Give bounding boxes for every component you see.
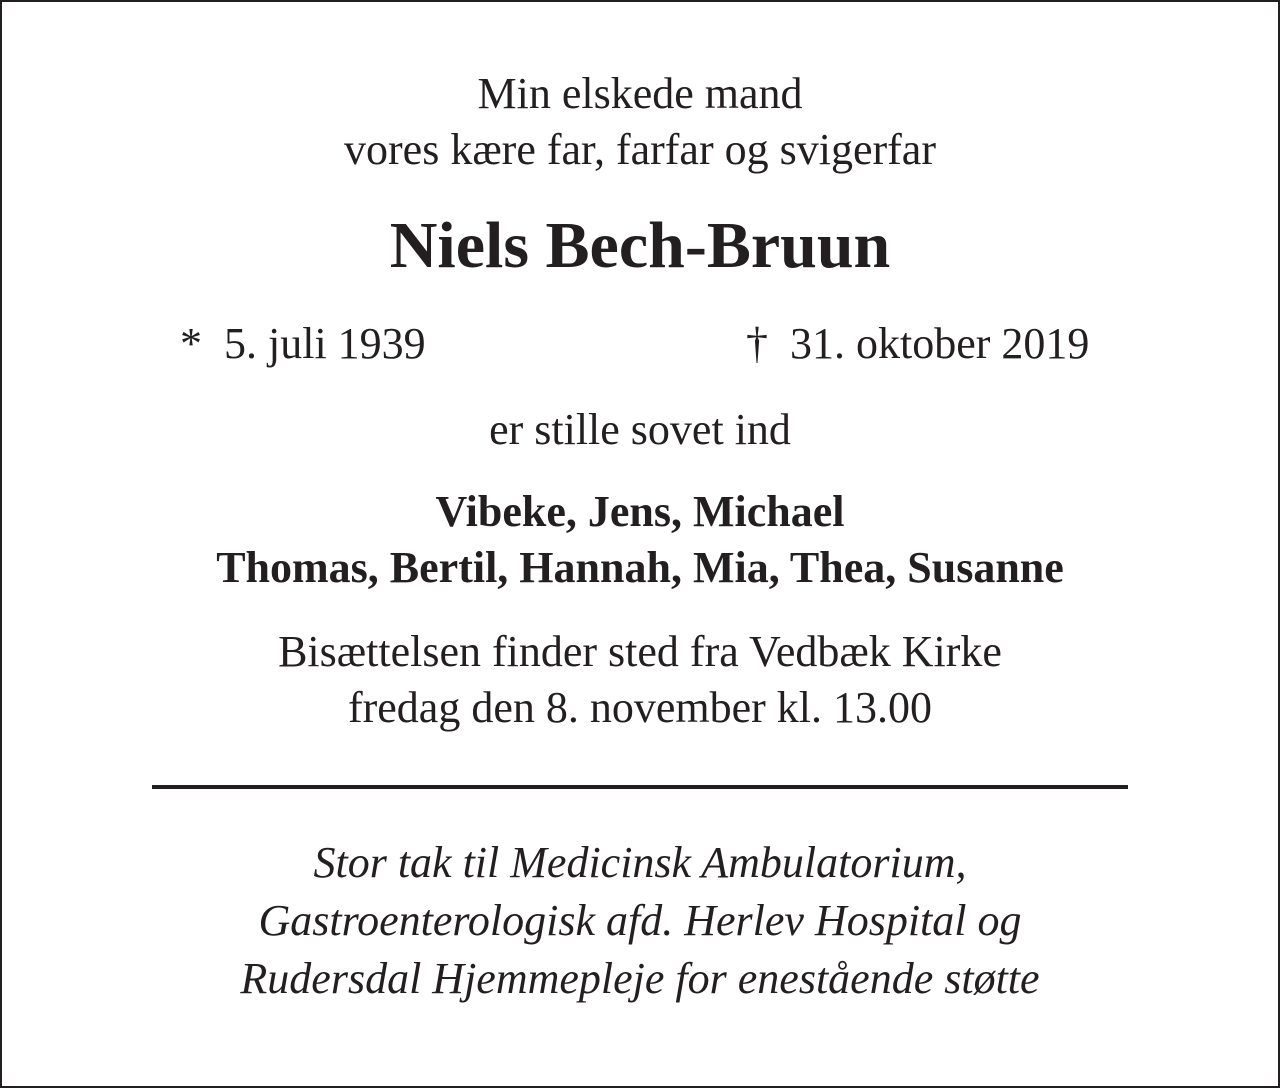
passing-text: er stille sovet ind [489,405,791,454]
birth-star-icon: * [180,319,202,368]
thanks-line-2: Gastroenterologisk afd. Herlev Hospital og [258,896,1022,945]
thanks-line-1: Stor tak til Medicinsk Ambulatorium, [313,838,967,887]
death-cross-icon: † [746,319,768,368]
birth-date: 5. juli 1939 [224,319,426,368]
deceased-name: Niels Bech-Bruun [389,209,891,282]
thanks-line-3: Rudersdal Hjemmepleje for enestående støtte [240,954,1040,1003]
intro-line-1: Min elskede mand [477,69,803,118]
death-date: 31. oktober 2019 [790,319,1090,368]
birth-date-row [180,316,426,372]
family-line-2: Thomas, Bertil, Hannah, Mia, Thea, Susanne [216,543,1064,592]
service-line-2: fredag den 8. november kl. 13.00 [347,683,933,732]
intro-line-2: vores kære far, farfar og svigerfar [344,125,936,174]
divider [152,785,1128,789]
death-date-row [746,316,1089,372]
family-line-1: Vibeke, Jens, Michael [435,487,845,536]
service-line-1: Bisættelsen finder sted fra Vedbæk Kirke [278,627,1002,676]
